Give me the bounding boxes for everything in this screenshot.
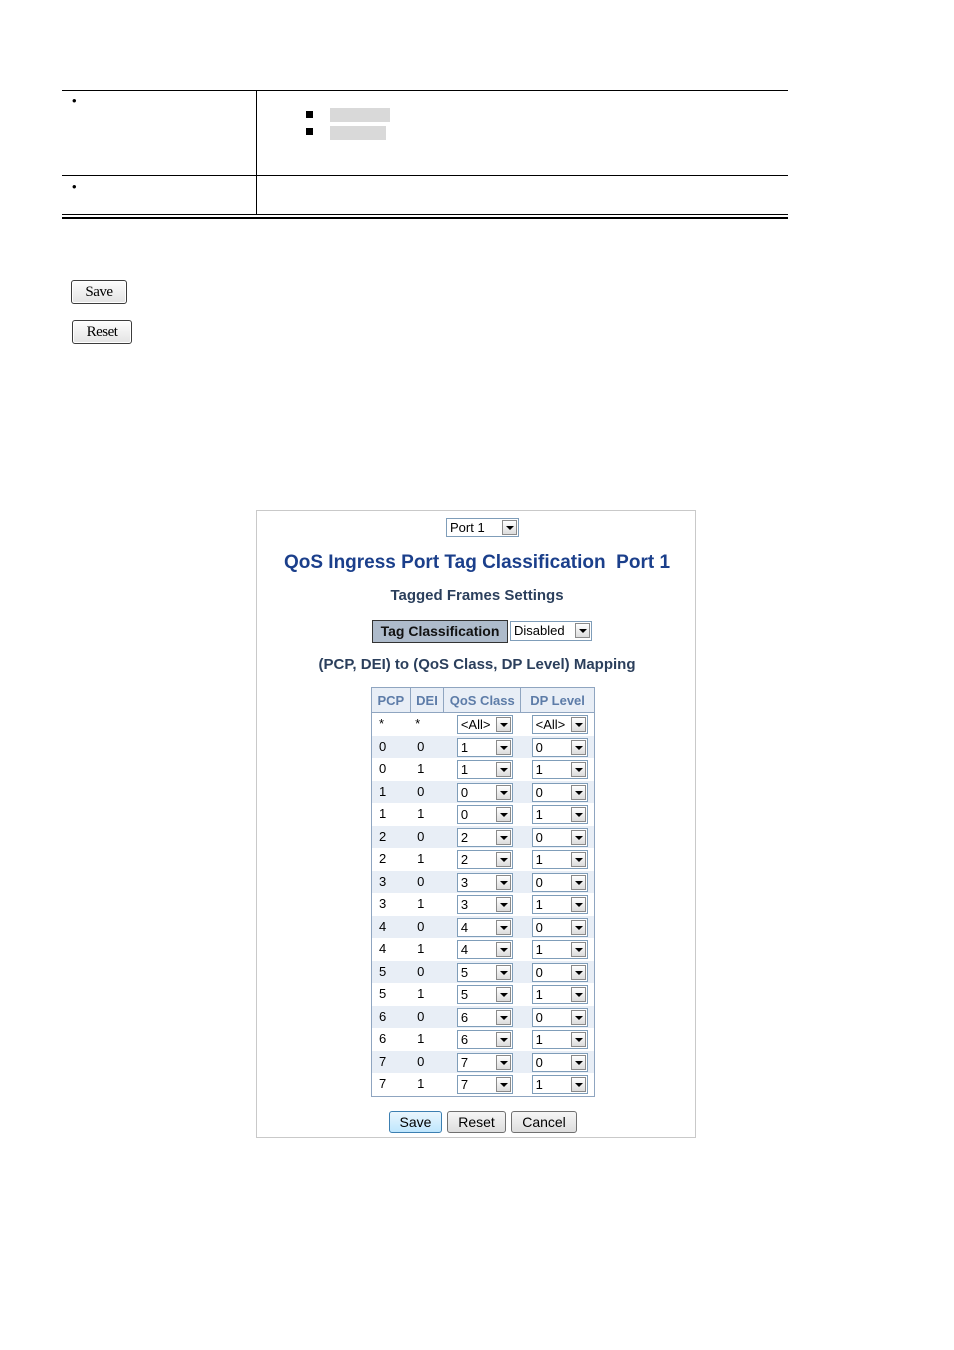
table-row-rule: [62, 175, 788, 176]
tag-classification-select[interactable]: [510, 621, 592, 641]
select-value: 1: [535, 852, 543, 867]
column-header-dei: DEI: [410, 688, 444, 713]
chevron-down-icon: [496, 762, 511, 777]
dp-level-select[interactable]: [532, 1008, 588, 1027]
pcp-cell: 7: [379, 1053, 387, 1069]
qos-class-select[interactable]: [457, 1053, 513, 1072]
square-bullet-icon: [306, 128, 313, 135]
pcp-cell: 6: [379, 1031, 387, 1046]
pcp-cell: 2: [379, 851, 387, 866]
qos-class-select[interactable]: [457, 738, 513, 757]
chevron-down-icon: [496, 740, 511, 755]
dp-level-select[interactable]: [532, 760, 588, 779]
redacted-text: [330, 126, 386, 140]
chevron-down-icon: [496, 965, 511, 980]
qos-screenshot-panel: [256, 510, 696, 1138]
select-value: 1: [535, 807, 543, 822]
chevron-down-icon: [496, 987, 511, 1002]
chevron-down-icon: [571, 987, 586, 1002]
table-row: [372, 938, 595, 961]
table-row: [372, 871, 595, 894]
chevron-down-icon: [496, 830, 511, 845]
select-value: 1: [535, 762, 543, 777]
select-value: 1: [535, 1032, 543, 1047]
dp-level-select[interactable]: [532, 895, 588, 914]
chevron-down-icon: [496, 920, 511, 935]
pcp-cell: 1: [379, 783, 387, 799]
dp-level-select[interactable]: [532, 940, 588, 959]
pcp-cell: 7: [379, 1076, 387, 1091]
select-value: 1: [535, 942, 543, 957]
dp-level-all-select[interactable]: [532, 715, 588, 734]
pcp-cell: 2: [379, 828, 387, 844]
row-bullet: •: [72, 179, 77, 194]
chevron-down-icon: [571, 762, 586, 777]
qos-class-select[interactable]: [457, 1030, 513, 1049]
pcp-cell: 0: [379, 761, 387, 776]
select-value: 1: [535, 897, 543, 912]
chevron-down-icon: [571, 717, 586, 732]
tagged-settings-heading: Tagged Frames Settings: [390, 587, 564, 604]
select-value: 0: [535, 739, 543, 755]
dei-cell: 0: [417, 1008, 425, 1024]
table-row: [372, 736, 595, 759]
select-value: 2: [460, 852, 469, 867]
select-value: 5: [460, 987, 469, 1002]
dp-level-select[interactable]: [532, 805, 588, 824]
dei-cell: 1: [417, 761, 425, 776]
dp-level-select[interactable]: [532, 783, 588, 802]
mapping-heading: (PCP, DEI) to (QoS Class, DP Level) Mapping: [318, 656, 636, 673]
chevron-down-icon: [496, 1055, 511, 1070]
chevron-down-icon: [571, 740, 586, 755]
column-header-qos-class: QoS Class: [444, 688, 521, 713]
dei-cell: 1: [417, 986, 425, 1001]
qos-class-select[interactable]: [457, 940, 513, 959]
chevron-down-icon: [571, 830, 586, 845]
qos-class-select[interactable]: [457, 873, 513, 892]
dp-level-select[interactable]: [532, 1075, 588, 1094]
pcp-cell: *: [379, 716, 385, 731]
chevron-down-icon: [571, 785, 586, 800]
select-value: 4: [460, 919, 469, 935]
select-value: 0: [460, 807, 469, 822]
select-value: 1: [535, 1077, 543, 1092]
select-value: 0: [535, 1009, 543, 1025]
pcp-cell: 4: [379, 941, 387, 956]
table-row: [372, 916, 595, 939]
select-value: <All>: [535, 717, 566, 732]
parameter-table: [62, 90, 788, 218]
qos-class-select[interactable]: [457, 850, 513, 869]
table-bottom-double-rule: [62, 217, 788, 219]
dei-cell: 1: [417, 1076, 425, 1091]
table-row-all: [372, 713, 595, 736]
select-value: 0: [535, 874, 543, 890]
chevron-down-icon: [571, 875, 586, 890]
select-value: 6: [460, 1009, 469, 1025]
select-value: 1: [535, 987, 543, 1002]
tag-classification-label: Tag Classification: [372, 620, 508, 643]
table-row: [372, 893, 595, 916]
table-row: [372, 781, 595, 804]
select-value: 5: [460, 964, 469, 980]
table-row: [372, 758, 595, 781]
chevron-down-icon: [571, 942, 586, 957]
chevron-down-icon: [502, 520, 517, 535]
dp-level-select[interactable]: [532, 828, 588, 847]
select-value: 0: [535, 784, 543, 800]
qos-class-all-select[interactable]: [457, 715, 513, 734]
chevron-down-icon: [571, 807, 586, 822]
qos-class-select[interactable]: [457, 1075, 513, 1094]
qos-class-select[interactable]: [457, 1008, 513, 1027]
dei-cell: 0: [417, 963, 425, 979]
chevron-down-icon: [496, 942, 511, 957]
table-row: [372, 1028, 595, 1051]
pcp-cell: 4: [379, 918, 387, 934]
dei-cell: 0: [417, 783, 425, 799]
square-bullet-icon: [306, 111, 313, 118]
qos-class-select[interactable]: [457, 805, 513, 824]
select-value: 0: [535, 919, 543, 935]
pcp-cell: 6: [379, 1008, 387, 1024]
chevron-down-icon: [496, 785, 511, 800]
dp-level-select[interactable]: [532, 1053, 588, 1072]
dei-cell: 1: [417, 1031, 425, 1046]
select-value: <All>: [460, 717, 491, 732]
qos-class-select[interactable]: [457, 783, 513, 802]
qos-class-select[interactable]: [457, 895, 513, 914]
page-title: QoS Ingress Port Tag Classification Port 1: [283, 552, 671, 573]
chevron-down-icon: [571, 897, 586, 912]
chevron-down-icon: [571, 1010, 586, 1025]
dp-level-select[interactable]: [532, 918, 588, 937]
redacted-text: [330, 108, 390, 122]
select-value: 3: [460, 874, 469, 890]
chevron-down-icon: [571, 920, 586, 935]
chevron-down-icon: [571, 1077, 586, 1092]
dei-cell: 0: [417, 738, 425, 754]
dp-level-select[interactable]: [532, 963, 588, 982]
column-header-pcp: PCP: [372, 688, 411, 713]
dp-level-select[interactable]: [532, 850, 588, 869]
select-value: 7: [460, 1054, 469, 1070]
table-column-divider: [256, 90, 257, 214]
pcp-cell: 3: [379, 896, 387, 911]
select-value: 0: [535, 964, 543, 980]
chevron-down-icon: [571, 852, 586, 867]
chevron-down-icon: [571, 1032, 586, 1047]
select-value: 4: [460, 942, 469, 957]
qos-class-select[interactable]: [457, 760, 513, 779]
save-button[interactable]: Save: [389, 1111, 442, 1133]
dei-cell: 0: [417, 1053, 425, 1069]
qos-class-select[interactable]: [457, 918, 513, 937]
dei-cell: 0: [417, 918, 425, 934]
dei-cell: 1: [417, 896, 425, 911]
dp-level-select[interactable]: [532, 873, 588, 892]
table-row: [372, 1073, 595, 1096]
select-value: 3: [460, 897, 469, 912]
dp-level-select[interactable]: [532, 985, 588, 1004]
reset-button[interactable]: Reset: [447, 1111, 506, 1133]
select-value: 1: [460, 762, 469, 777]
chevron-down-icon: [496, 852, 511, 867]
mapping-table: [371, 687, 595, 1097]
table-row: [372, 1051, 595, 1074]
table-row: [372, 803, 595, 826]
pcp-cell: 3: [379, 873, 387, 889]
select-value: 0: [460, 784, 469, 800]
dei-cell: 1: [417, 806, 425, 821]
dei-cell: 0: [417, 828, 425, 844]
chevron-down-icon: [496, 897, 511, 912]
port-select-value: Port 1: [450, 520, 485, 535]
chevron-down-icon: [571, 965, 586, 980]
table-row: [372, 826, 595, 849]
select-value: 6: [460, 1032, 469, 1047]
cancel-button[interactable]: Cancel: [511, 1111, 577, 1133]
row-bullet: •: [72, 93, 77, 108]
dei-cell: 1: [417, 851, 425, 866]
chevron-down-icon: [496, 1010, 511, 1025]
select-value: 2: [460, 829, 469, 845]
dei-cell: *: [415, 716, 421, 731]
chevron-down-icon: [496, 875, 511, 890]
chevron-down-icon: [496, 717, 511, 732]
doc-reset-button[interactable]: Reset: [72, 320, 132, 344]
dp-level-select[interactable]: [532, 1030, 588, 1049]
dei-cell: 0: [417, 873, 425, 889]
select-value: 1: [460, 739, 469, 755]
select-value: 0: [535, 829, 543, 845]
table-row: [372, 848, 595, 871]
chevron-down-icon: [496, 807, 511, 822]
table-row: [372, 961, 595, 984]
qos-class-select[interactable]: [457, 963, 513, 982]
chevron-down-icon: [571, 1055, 586, 1070]
table-bottom-rule: [62, 214, 788, 215]
select-value: 0: [535, 1054, 543, 1070]
column-header-dp-level: DP Level: [521, 688, 595, 713]
pcp-cell: 0: [379, 738, 387, 754]
table-top-rule: [62, 90, 788, 91]
tag-classification-value: Disabled: [514, 623, 565, 638]
dei-cell: 1: [417, 941, 425, 956]
pcp-cell: 1: [379, 806, 387, 821]
chevron-down-icon: [496, 1077, 511, 1092]
qos-class-select[interactable]: [457, 985, 513, 1004]
chevron-down-icon: [496, 1032, 511, 1047]
port-select[interactable]: [446, 518, 519, 537]
dp-level-select[interactable]: [532, 738, 588, 757]
table-row: [372, 1006, 595, 1029]
doc-save-button[interactable]: Save: [71, 280, 127, 304]
pcp-cell: 5: [379, 963, 387, 979]
select-value: 7: [460, 1077, 469, 1092]
table-row: [372, 983, 595, 1006]
pcp-cell: 5: [379, 986, 387, 1001]
qos-class-select[interactable]: [457, 828, 513, 847]
chevron-down-icon: [575, 623, 590, 638]
